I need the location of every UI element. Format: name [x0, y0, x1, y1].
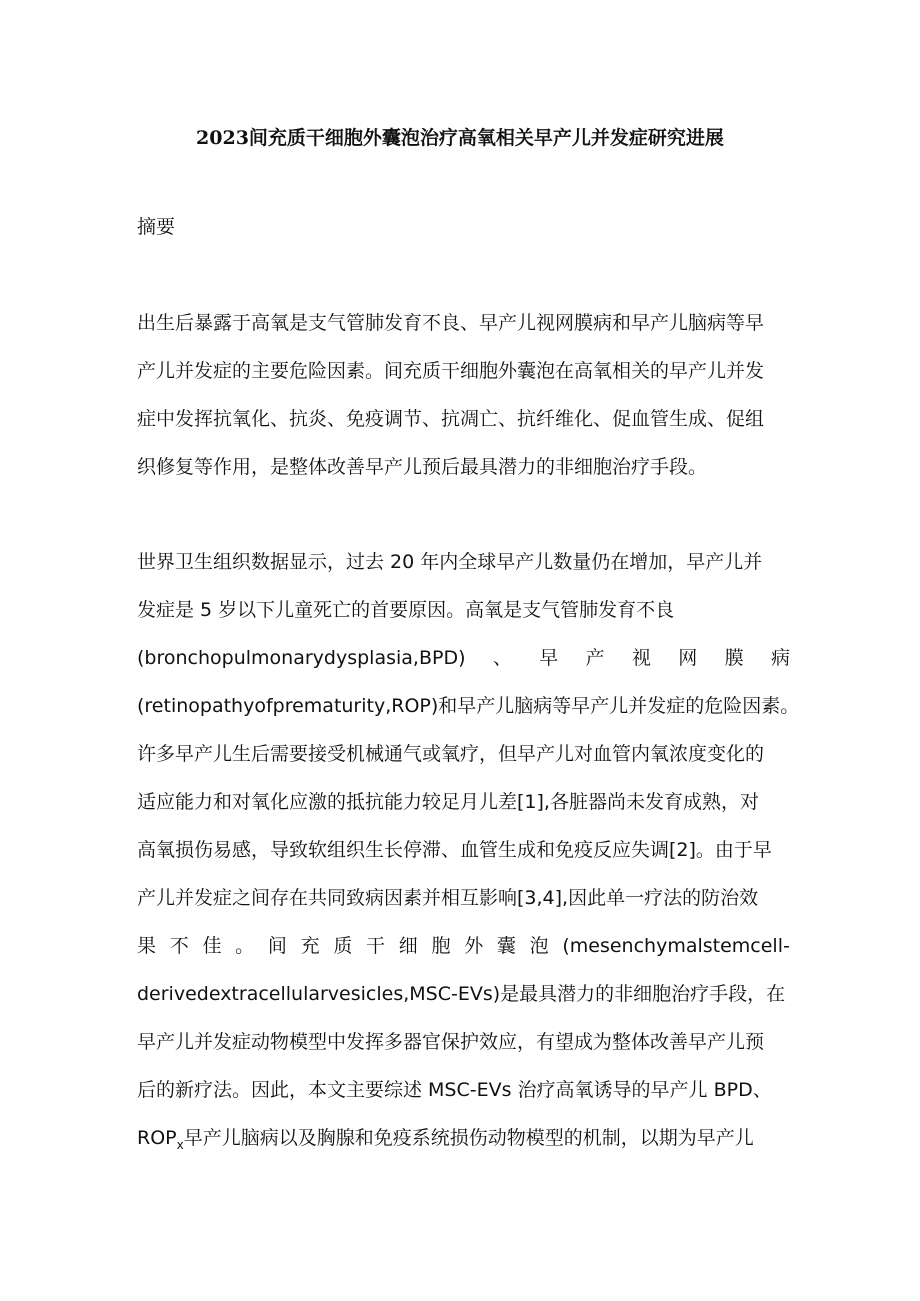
- body-line-rop: [137, 1123, 790, 1171]
- body-line: 产儿并发症之间存在共同致病因素并相互影响[3,4],因此单一疗法的防治效: [137, 887, 759, 909]
- text-fragment: 泡: [529, 935, 549, 957]
- text-fragment: 囊: [496, 935, 516, 957]
- text-fragment: 外: [464, 935, 484, 957]
- text-fragment: ROP: [137, 1127, 177, 1149]
- body-line: 发症是 5 岁以下儿童死亡的首要原因。高氧是支气管肺发育不良: [137, 599, 675, 621]
- body-line: 高氧损伤易感，导致软组织生长停滞、血管生成和免疫反应失调[2]。由于早: [137, 839, 772, 861]
- text-fragment: 膜: [724, 647, 744, 669]
- text-fragment: 质: [333, 935, 353, 957]
- text-fragment: 充: [300, 935, 320, 957]
- abstract-line: 产儿并发症的主要危险因素。间充质干细胞外囊泡在高氧相关的早产儿并发: [137, 360, 765, 382]
- body-line-justified: [137, 643, 790, 691]
- text-fragment: 果: [137, 935, 157, 957]
- text-fragment: 。: [235, 935, 255, 957]
- text-fragment: (bronchopulmonarydysplasia,BPD): [137, 647, 466, 669]
- text-fragment: 佳: [202, 935, 222, 957]
- abstract-paragraph: [137, 308, 790, 500]
- text-fragment: 胞: [431, 935, 451, 957]
- body-line: 适应能力和对氧化应激的抵抗能力较足月儿差[1],各脏器尚未发育成熟，对: [137, 791, 759, 813]
- abstract-line: 症中发挥抗氧化、抗炎、免疫调节、抗凋亡、抗纤维化、促血管生成、促组: [137, 408, 765, 430]
- text-fragment: 病: [770, 647, 790, 669]
- body-line: (retinopathyofprematurity,ROP)和早产儿脑病等早产儿并发症的危险因素。: [137, 695, 800, 717]
- text-fragment: 视: [631, 647, 651, 669]
- text-fragment: 不: [169, 935, 189, 957]
- text-fragment: 网: [678, 647, 698, 669]
- text-fragment: 细: [398, 935, 418, 957]
- body-line: 许多早产儿生后需要接受机械通气或氧疗，但早产儿对血管内氧浓度变化的: [137, 743, 765, 765]
- text-fragment: 早: [539, 647, 559, 669]
- body-line-justified: [137, 931, 790, 979]
- abstract-line: 织修复等作用，是整体改善早产儿预后最具潜力的非细胞治疗手段。: [137, 456, 708, 478]
- text-fragment: 产: [585, 647, 605, 669]
- body-line: 后的新疗法。因此，本文主要综述 MSC-EVs 治疗高氧诱导的早产儿 BPD、: [137, 1079, 772, 1101]
- text-fragment: 、: [492, 647, 512, 669]
- body-line: 早产儿并发症动物模型中发挥多器官保护效应，有望成为整体改善早产儿预: [137, 1031, 765, 1053]
- document-title: 2023间充质干细胞外囊泡治疗高氧相关早产儿并发症研究进展: [196, 127, 724, 149]
- text-fragment: 干: [366, 935, 386, 957]
- abstract-line: 出生后暴露于高氧是支气管肺发育不良、早产儿视网膜病和早产儿脑病等早: [137, 312, 765, 334]
- text-fragment: 间: [267, 935, 287, 957]
- text-fragment: 早产儿脑病以及胸腺和免疫系统损伤动物模型的机制，以期为早产儿: [183, 1127, 754, 1149]
- body-line: derivedextracellularvesicles,MSC-EVs)是最具潜力的非细胞治疗手段，在: [137, 983, 786, 1005]
- text-fragment: (mesenchymalstemcell-: [562, 935, 790, 957]
- body-paragraph: [137, 547, 800, 1171]
- abstract-heading: 摘要: [137, 216, 176, 238]
- body-line: 世界卫生组织数据显示，过去 20 年内全球早产儿数量仍在增加，早产儿并: [137, 551, 763, 573]
- subscript: x: [176, 1138, 184, 1152]
